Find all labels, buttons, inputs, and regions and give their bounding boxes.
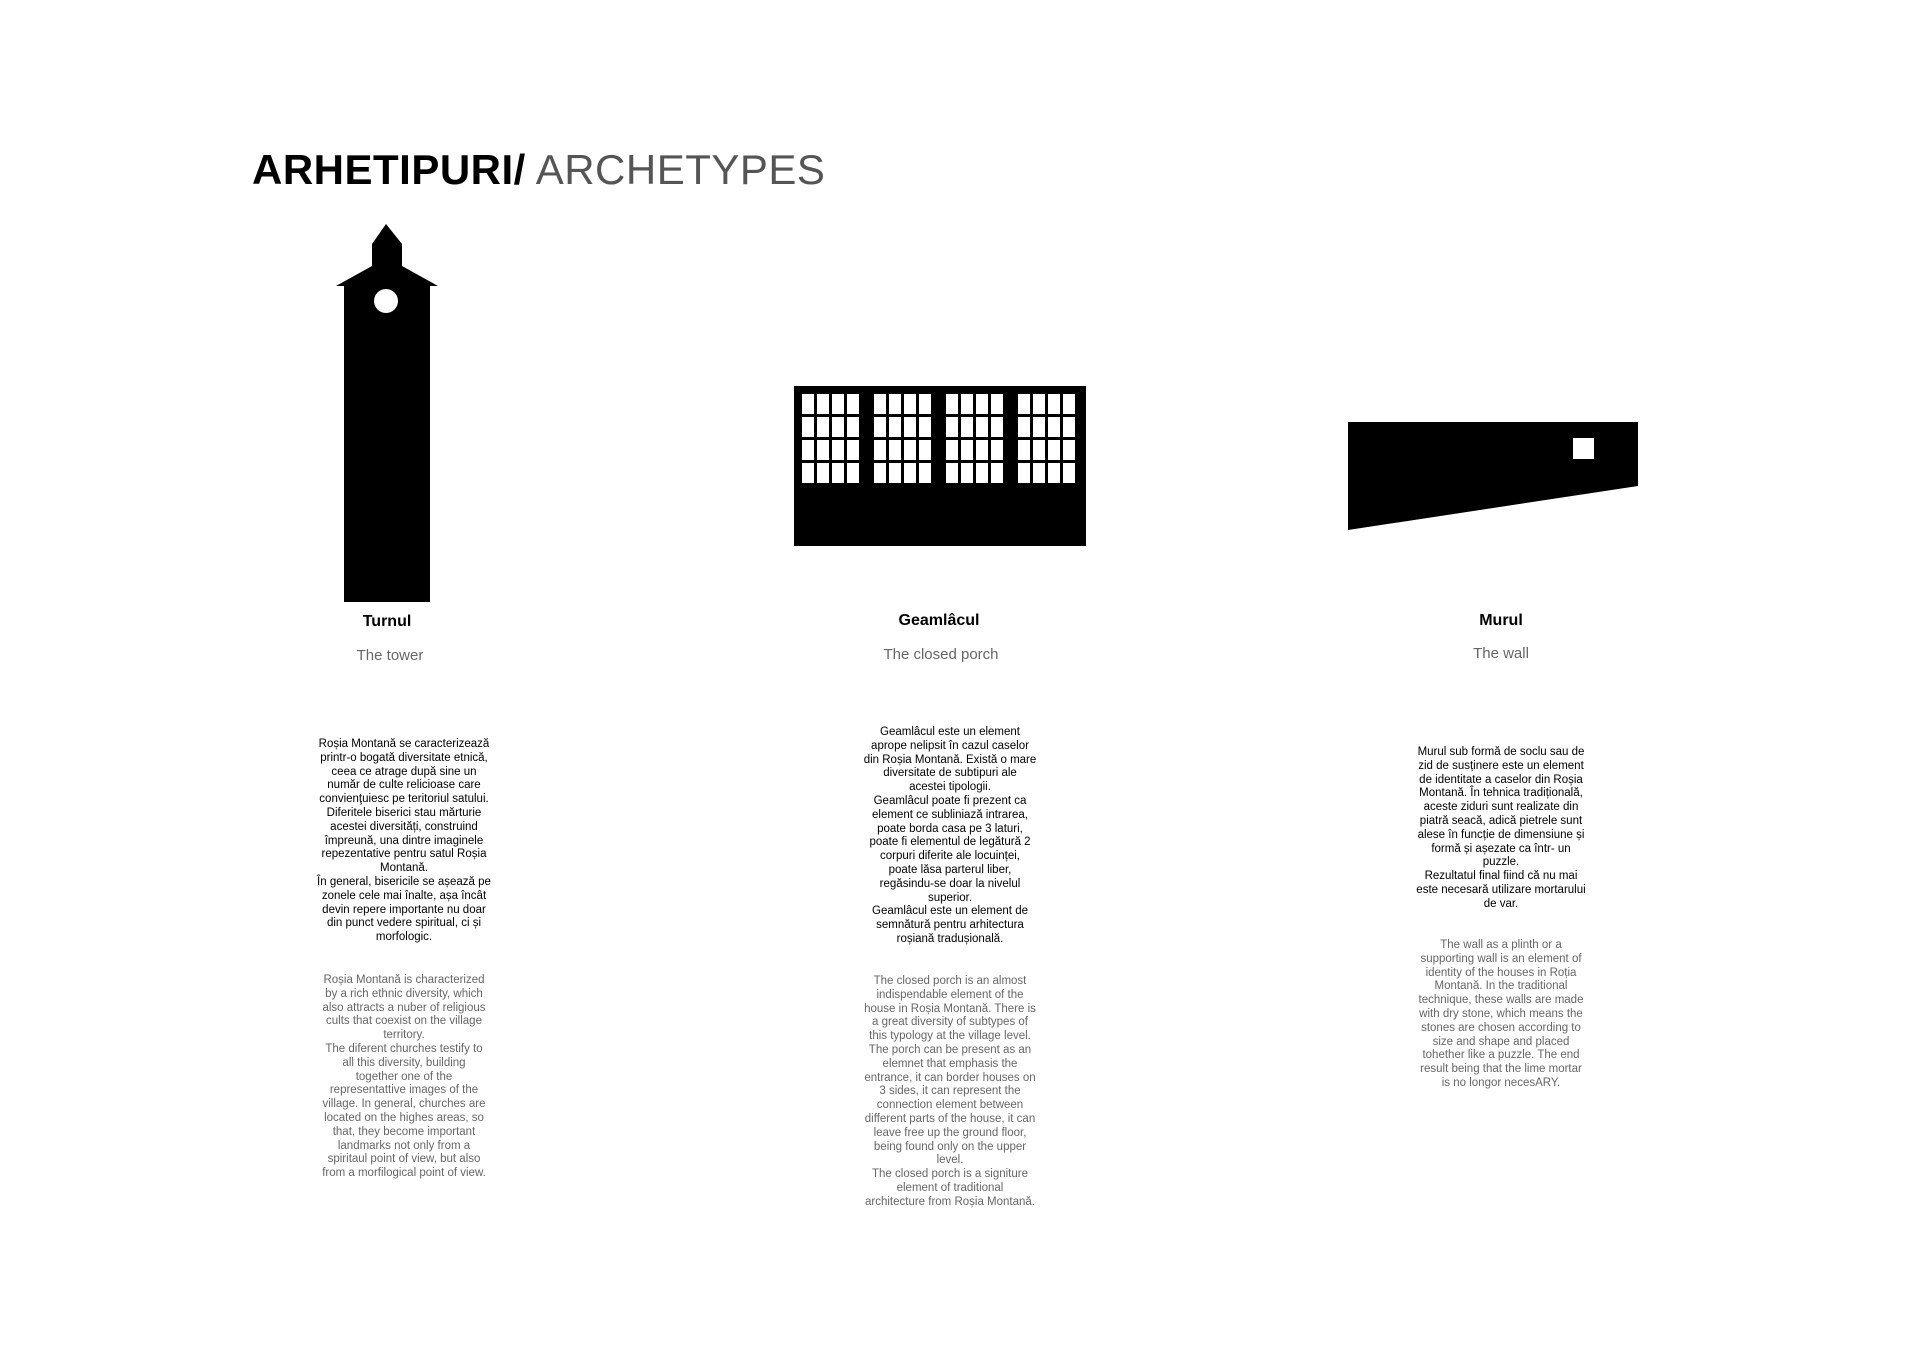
archetype-name-wall: Murul — [1479, 612, 1523, 629]
description-romanian-porch: Geamlâcul este un element aprope nelipsit în cazul caselor din Roșia Montană. Există o mare diversitate de subtipuri ale acestei tipologii. Geamlâcul poate fi prezent ca element ce subliniază intrarea, poate borda casa pe 3 laturi, poate fi elementul de legătură 2 corpuri diferite ale locuinței, poate lăsa parterul liber, regăsindu-se doar la nivelul superior. Geamlâcul este un element de semnătură pentru arhitectura roșiană tradușională. — [863, 726, 1037, 945]
description-english-wall: The wall as a plinth or a supporting wall is an element of identity of the houses in Roția Montană. In the traditional technique, these walls are made with dry stone, which means the stones are chosen according to size and shape and placed tohether like a puzzle. The end result being that the lime mortar is no longor necesARY. — [1418, 939, 1584, 1089]
archetype-name-porch: Geamlâcul — [898, 612, 980, 629]
archetype-subtitle-wall: The wall — [1473, 645, 1529, 662]
description-romanian-wall: Murul sub formă de soclu sau de zid de susținere este un element de identitate a caselor din Roșia Montană. În tehnica tradițională, aceste ziduri sunt realizate din piatră seacă, adică pietrele sunt alese în funcție de dimensiune și formă și așezate ca într- un puzzle. Rezultatul final fiind că nu mai este necesară utilizare mortarului de var. — [1416, 746, 1586, 910]
description-romanian-tower: Roșia Montană se caracterizează printr-o bogată diversitate etnică, ceea ce atrage după sine un număr de culte relicioase care convienţuiesc pe teritoriul satului. Diferitele biserici stau mărturie acestei diversități, construind împreună, una dintre imaginele repezentative pentru satul Roșia Montană. În general, bisericile se așează pe zonele cele mai înalte, așa încât devin repere importante nu doar din punct vedere spiritual, ci și morfologic. — [317, 738, 491, 944]
page-title — [252, 146, 825, 194]
stone-wall-icon — [1348, 420, 1640, 532]
title-romanian: ARHETIPURI/ — [252, 146, 526, 193]
description-english-porch: The closed porch is an almost indispendable element of the house in Roșia Montană. There is a great diversity of subtypes of this typology at the village level. The porch can be present as an elemnet that emphasis the entrance, it can border houses on 3 sides, it can represent the connection element between different parts of the house, it can leave free up the ground floor, being found only on the upper level. The closed porch is a signiture element of traditional architecture from Roșia Montană. — [864, 975, 1036, 1208]
church-tower-icon — [330, 222, 450, 606]
closed-porch-icon — [794, 386, 1086, 546]
archetype-subtitle-porch: The closed porch — [883, 646, 999, 663]
archetype-subtitle-tower: The tower — [356, 647, 424, 664]
archetype-name-tower: Turnul — [362, 613, 412, 630]
description-english-tower: Roșia Montană is characterized by a rich ethnic diversity, which also attracts a nuber of religious cults that coexist on the village territory. The diferent churches testify to all this diversity, building together one of the representattive images of the village. In general, churches are located on the highes areas, so that, they become important landmarks not only from a spiritaul point of view, but also from a morfilogical point of view. — [322, 974, 486, 1180]
title-english: ARCHETYPES — [525, 146, 826, 193]
